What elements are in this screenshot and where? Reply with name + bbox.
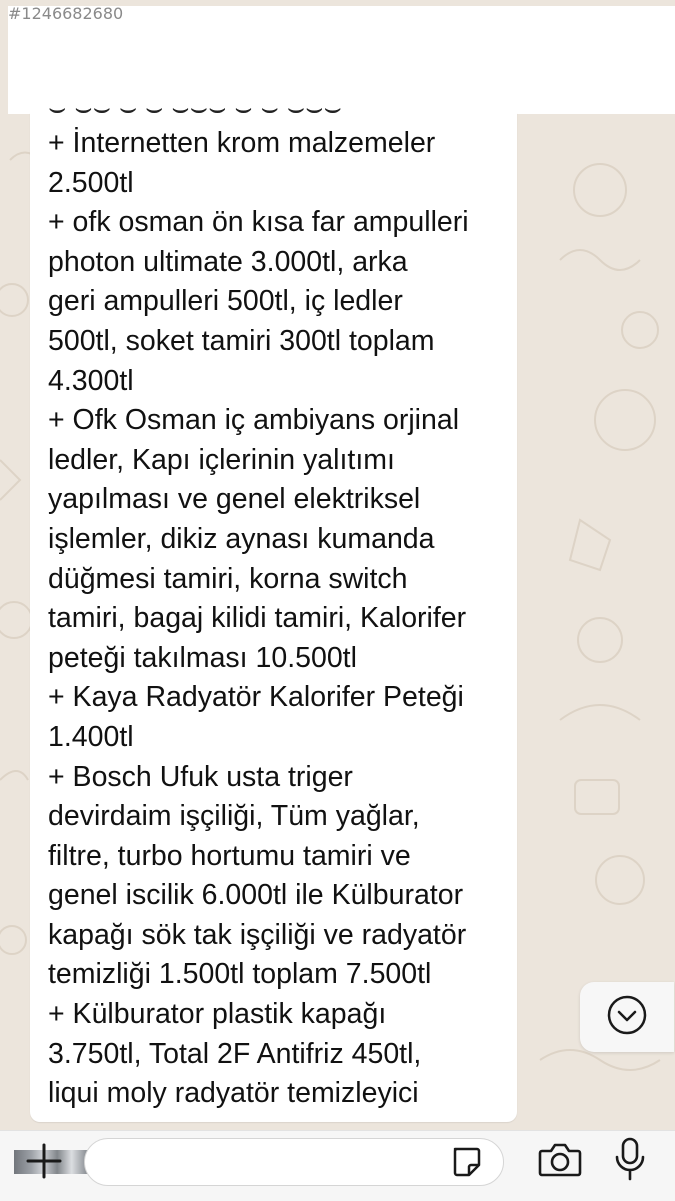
- image-id-label: #1246682680: [8, 4, 124, 23]
- camera-icon: [538, 1141, 582, 1184]
- plus-icon: [24, 1141, 64, 1186]
- chevron-down-circle-icon: [605, 993, 649, 1042]
- message-text: + İnternetten krom malzemeler 2.500tl + ofk osman ön kısa far ampulleri photon ultimate 3.000tl, arka geri ampulleri 500tl, iç ledler 500tl, soket tamiri 300tl toplam 4.300tl + Ofk Osman iç ambiyans orjinal ledler, Kapı içlerinin yalıtımı yapılması ve genel elektriksel işlemler, dikiz aynası kumanda düğmesi tamiri, korna switch tamiri, bagaj kilidi tamiri, Kalorifer peteği takılması 10.500tl + Kaya Radyatör Kalorifer Peteği 1.400tl + Bosch Ufuk usta triger devirdaim işçiliği, Tüm yağlar, filtre, turbo hortumu tamiri ve genel iscilik 6.000tl ile Külburator kapağı sök tak işçiliği ve radyatör temizliği 1.500tl toplam 7.500tl + Külburator plastik kapağı 3.750tl, Total 2F Antifriz 450tl, liqui moly radyatör temizleyici: [48, 127, 469, 1110]
- message-bubble: [30, 92, 517, 1122]
- sticker-button[interactable]: [446, 1144, 486, 1184]
- microphone-button[interactable]: [608, 1136, 652, 1186]
- camera-button[interactable]: [536, 1140, 584, 1184]
- scroll-to-bottom-button[interactable]: [580, 982, 674, 1052]
- message-input-text[interactable]: [101, 1139, 445, 1185]
- cropped-text-line: ⌣ ⌣⌣ ⌣ ⌣ ⌣⌣⌣ ⌣ ⌣ ⌣⌣⌣: [48, 92, 342, 123]
- attach-button[interactable]: [18, 1138, 70, 1188]
- sticker-icon: [449, 1145, 483, 1184]
- microphone-icon: [614, 1136, 646, 1187]
- message-input[interactable]: [84, 1138, 504, 1186]
